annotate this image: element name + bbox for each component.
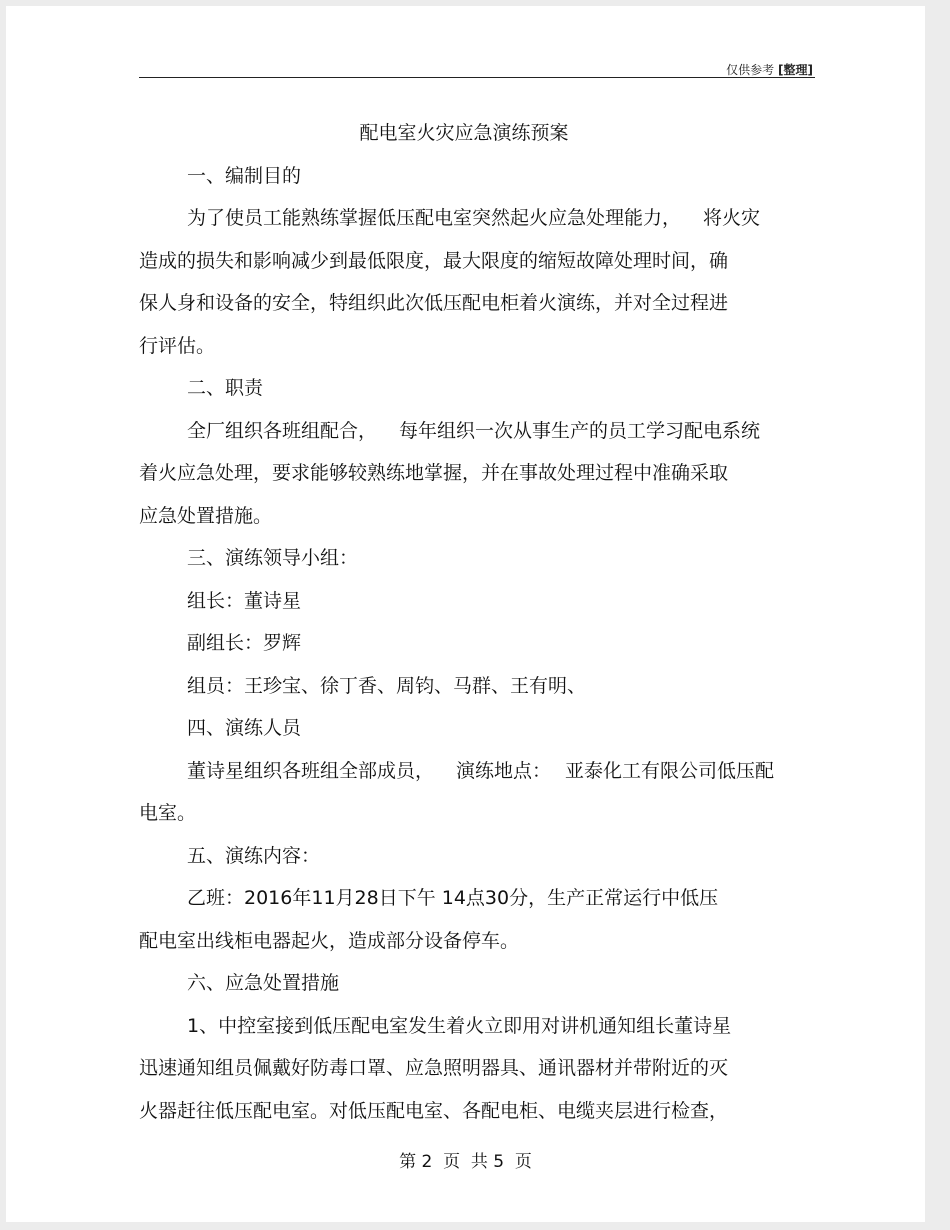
- text-segment: 演练地点：: [456, 759, 552, 782]
- text-segment: 将火灾: [703, 207, 761, 229]
- deputy-line: 副组长：罗辉: [187, 632, 302, 654]
- section-heading-leadership: 三、演练领导小组：: [187, 547, 359, 569]
- paragraph-line: 造成的损失和影响减少到最低限度，最大限度的缩短故障处理时间，确: [139, 249, 729, 272]
- document-body: [139, 112, 819, 1132]
- header-tag: [整理]: [778, 63, 813, 77]
- paragraph-line: 行评估。: [139, 334, 216, 357]
- section-heading-content: 五、演练内容：: [187, 844, 321, 867]
- text-segment: 全厂组织各班组配合，: [187, 419, 378, 442]
- members-line: 组员：王珍宝、徐丁香、周钧、马群、王有明、: [187, 674, 587, 697]
- document-title: 配电室火灾应急演练预案: [359, 122, 569, 144]
- paragraph-line: 着火应急处理，要求能够较熟练地掌握，并在事故处理过程中准确采取: [139, 462, 729, 484]
- section-heading-purpose: 一、编制目的: [187, 164, 302, 187]
- paragraph-line: 火器赶往低压配电室。对低压配电室、各配电柜、电缆夹层进行检查，: [139, 1099, 729, 1122]
- section-heading-measures: 六、应急处置措施: [187, 972, 340, 994]
- header-note: [726, 61, 813, 78]
- paragraph-line: 1、中控室接到低压配电室发生着火立即用对讲机通知组长董诗星: [187, 1014, 732, 1037]
- text-segment: 董诗星组织各班组全部成员，: [187, 759, 435, 782]
- paragraph-line: 电室。: [139, 802, 197, 824]
- paragraph-line: 配电室出线柜电器起火，造成部分设备停车。: [139, 929, 520, 952]
- paragraph-line: 迅速通知组员佩戴好防毒口罩、应急照明器具、通讯器材并带附近的灭: [139, 1057, 729, 1079]
- section-heading-duties: 二、职责: [187, 377, 264, 399]
- text-segment: 亚泰化工有限公司低压配: [565, 759, 775, 782]
- header-rule: [139, 77, 815, 78]
- document-page: [6, 6, 925, 1222]
- paragraph-line: 应急处置措施。: [139, 504, 273, 527]
- leader-line: 组长：董诗星: [187, 589, 302, 612]
- section-heading-personnel: 四、演练人员: [187, 717, 302, 739]
- paragraph-line: 乙班：2016年11月28日下午 14点30分，生产正常运行中低压: [187, 887, 719, 909]
- text-segment: 每年组织一次从事生产的员工学习配电系统: [399, 419, 761, 442]
- paragraph-line: [139, 410, 819, 453]
- paragraph-line: [139, 197, 819, 240]
- header-note-text: 仅供参考: [726, 63, 775, 77]
- text-segment: 为了使员工能熟练掌握低压配电室突然起火应急处理能力，: [187, 207, 682, 229]
- page-footer: 第 2 页 共 5 页: [399, 1152, 532, 1172]
- paragraph-line: 保人身和设备的安全，特组织此次低压配电柜着火演练，并对全过程进: [139, 292, 729, 314]
- paragraph-line: [139, 750, 819, 793]
